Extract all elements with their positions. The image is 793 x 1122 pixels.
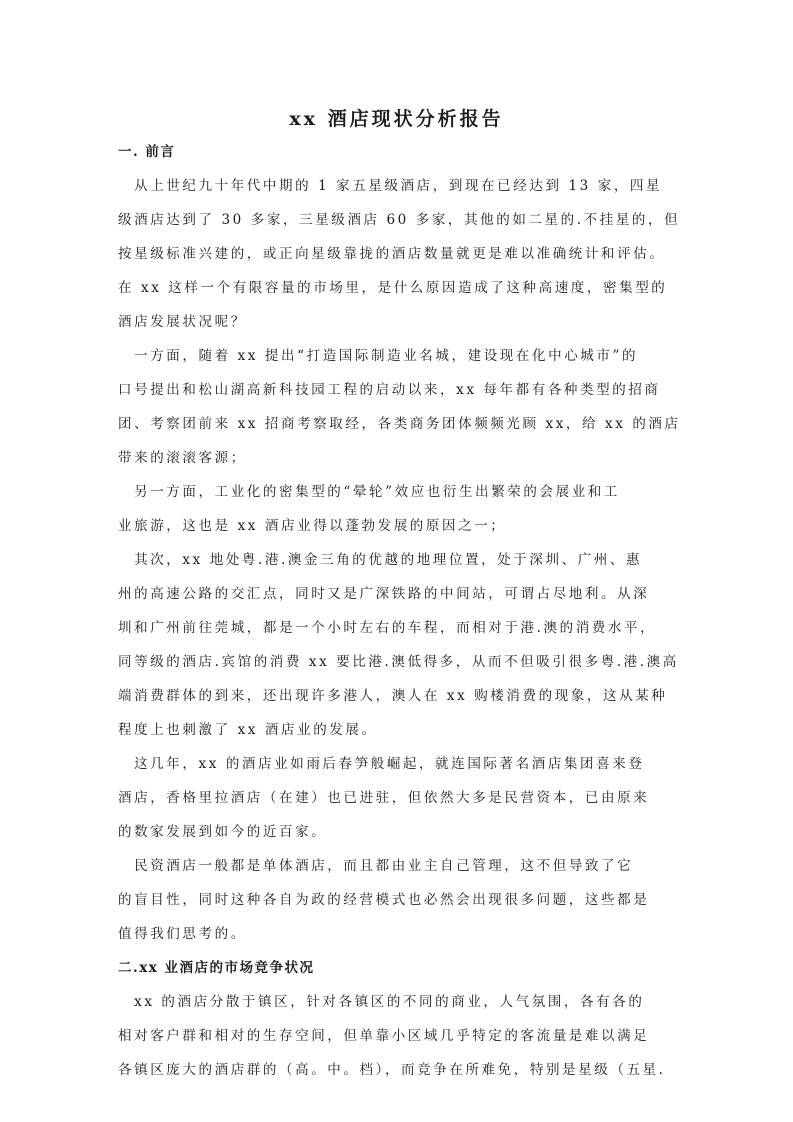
paragraph-line: 团、考察团前来 xx 招商考察取经，各类商务团体频频光顾 xx，给 xx 的酒店 — [118, 416, 681, 432]
paragraph-line: 带来的滚滚客源； — [118, 450, 247, 466]
paragraph-line: 业旅游，这也是 xx 酒店业得以蓬勃发展的原因之一； — [118, 518, 507, 534]
paragraph-line: 口号提出和松山湖高新科技园工程的启动以来，xx 每年都有各种类型的招商 — [118, 382, 661, 398]
paragraph-line: 其次，xx 地处粤.港.澳金三角的优越的地理位置，处于深圳、广州、惠 — [118, 552, 643, 568]
paragraph-line: 按星级标准兴建的，或正向星级靠拢的酒店数量就更是难以准确统计和评估。 — [118, 246, 666, 262]
paragraph-line: 酒店，香格里拉酒店（在建）也已进驻，但依然大多是民营资本，已由原来 — [118, 790, 650, 806]
paragraph-line: 程度上也刺激了 xx 酒店业的发展。 — [118, 722, 378, 738]
paragraph-line: 这几年，xx 的酒店业如雨后春笋般崛起，就连国际著名酒店集团喜来登 — [118, 756, 645, 772]
paragraph-line: 在 xx 这样一个有限容量的市场里，是什么原因造成了这种高速度，密集型的 — [118, 280, 668, 296]
paragraph-line: 的盲目性，同时这种各自为政的经营模式也必然会出现很多问题，这些都是 — [118, 892, 650, 908]
paragraph-line: xx 的酒店分散于镇区，针对各镇区的不同的商业，人气氛围，各有各的 — [118, 994, 645, 1010]
paragraph-line: 相对客户群和相对的生存空间，但单靠小区域几乎特定的客流量是难以满足 — [118, 1028, 650, 1044]
document-title: xx 酒店现状分析报告 — [289, 108, 504, 130]
paragraph-line: 酒店发展状况呢？ — [118, 314, 247, 330]
paragraph-line: 各镇区庞大的酒店群的（高。中。档），而竞争在所难免，特别是星级（五星. — [118, 1062, 666, 1078]
paragraph-line: 一方面，随着 xx 提出“打造国际制造业名城，建设现在化中心城市”的 — [118, 348, 639, 364]
paragraph-line: 州的高速公路的交汇点，同时又是广深铁路的中间站，可谓占尽地利。从深 — [118, 586, 650, 602]
paragraph-line: 端消费群体的到来，还出现许多港人，澳人在 xx 购楼消费的现象，这从某种 — [118, 688, 668, 704]
paragraph-line: 的数家发展到如今的近百家。 — [118, 824, 328, 840]
section-heading-competition: 二.xx 业酒店的市场竞争状况 — [118, 960, 315, 976]
section-heading-preface: 一. 前言 — [118, 144, 176, 160]
paragraph-line: 民资酒店一般都是单体酒店，而且都由业主自己管理，这不但导致了它 — [118, 858, 634, 874]
paragraph-line: 另一方面，工业化的密集型的“晕轮”效应也衍生出繁荣的会展业和工 — [118, 484, 621, 500]
paragraph-line: 从上世纪九十年代中期的 1 家五星级酒店，到现在已经达到 13 家，四星 — [118, 178, 663, 194]
paragraph-line: 级酒店达到了 30 多家，三星级酒店 60 多家，其他的如二星的.不挂星的，但 — [118, 212, 681, 228]
paragraph-line: 值得我们思考的。 — [118, 926, 247, 942]
paragraph-line: 同等级的酒店.宾馆的消费 xx 要比港.澳低得多，从而不但吸引很多粤.港.澳高 — [118, 654, 679, 670]
paragraph-line: 圳和广州前往莞城，都是一个小时左右的车程，而相对于港.澳的消费水平， — [118, 620, 657, 636]
